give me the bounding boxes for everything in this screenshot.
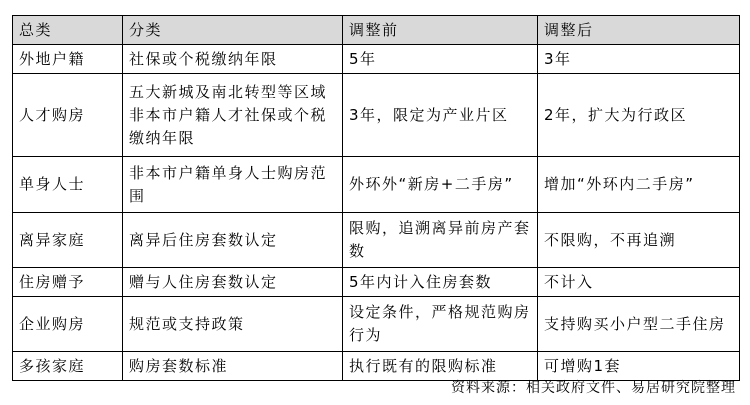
cell-before: 3年，限定为产业片区 (343, 74, 538, 157)
header-category: 总类 (13, 16, 123, 45)
cell-subcategory: 赠与人住房套数认定 (123, 268, 343, 297)
cell-before: 限购，追溯离异前房产套数 (343, 213, 538, 268)
header-before: 调整前 (343, 16, 538, 45)
cell-after: 支持购买小户型二手住房 (538, 297, 740, 352)
table-row (13, 213, 740, 268)
cell-subcategory: 购房套数标准 (123, 352, 343, 381)
cell-before: 设定条件，严格规范购房行为 (343, 297, 538, 352)
source-note: 资料来源：相关政府文件、易居研究院整理 (451, 380, 736, 396)
cell-after: 可增购1套 (538, 352, 740, 381)
table-body (13, 45, 740, 381)
cell-category: 外地户籍 (13, 45, 123, 74)
table-row (13, 74, 740, 157)
cell-after: 不限购，不再追溯 (538, 213, 740, 268)
cell-subcategory: 非本市户籍单身人士购房范围 (123, 157, 343, 213)
cell-before: 执行既有的限购标准 (343, 352, 538, 381)
table-row (13, 45, 740, 74)
cell-category: 住房赠予 (13, 268, 123, 297)
cell-category: 人才购房 (13, 74, 123, 157)
table-header (13, 16, 740, 45)
table-row (13, 268, 740, 297)
cell-subcategory: 规范或支持政策 (123, 297, 343, 352)
cell-subcategory: 五大新城及南北转型等区域非本市户籍人才社保或个税缴纳年限 (123, 74, 343, 157)
cell-category: 多孩家庭 (13, 352, 123, 381)
cell-subcategory: 社保或个税缴纳年限 (123, 45, 343, 74)
table-header-row (13, 16, 740, 45)
cell-after: 增加“外环内二手房” (538, 157, 740, 213)
cell-before: 5年内计入住房套数 (343, 268, 538, 297)
cell-before: 外环外“新房+二手房” (343, 157, 538, 213)
cell-after: 3年 (538, 45, 740, 74)
header-after: 调整后 (538, 16, 740, 45)
table-row (13, 297, 740, 352)
table-row (13, 157, 740, 213)
cell-before: 5年 (343, 45, 538, 74)
cell-after: 2年，扩大为行政区 (538, 74, 740, 157)
table-row (13, 352, 740, 381)
header-subcategory: 分类 (123, 16, 343, 45)
cell-subcategory: 离异后住房套数认定 (123, 213, 343, 268)
cell-category: 离异家庭 (13, 213, 123, 268)
policy-adjustment-table (12, 15, 740, 381)
cell-category: 企业购房 (13, 297, 123, 352)
cell-category: 单身人士 (13, 157, 123, 213)
cell-after: 不计入 (538, 268, 740, 297)
